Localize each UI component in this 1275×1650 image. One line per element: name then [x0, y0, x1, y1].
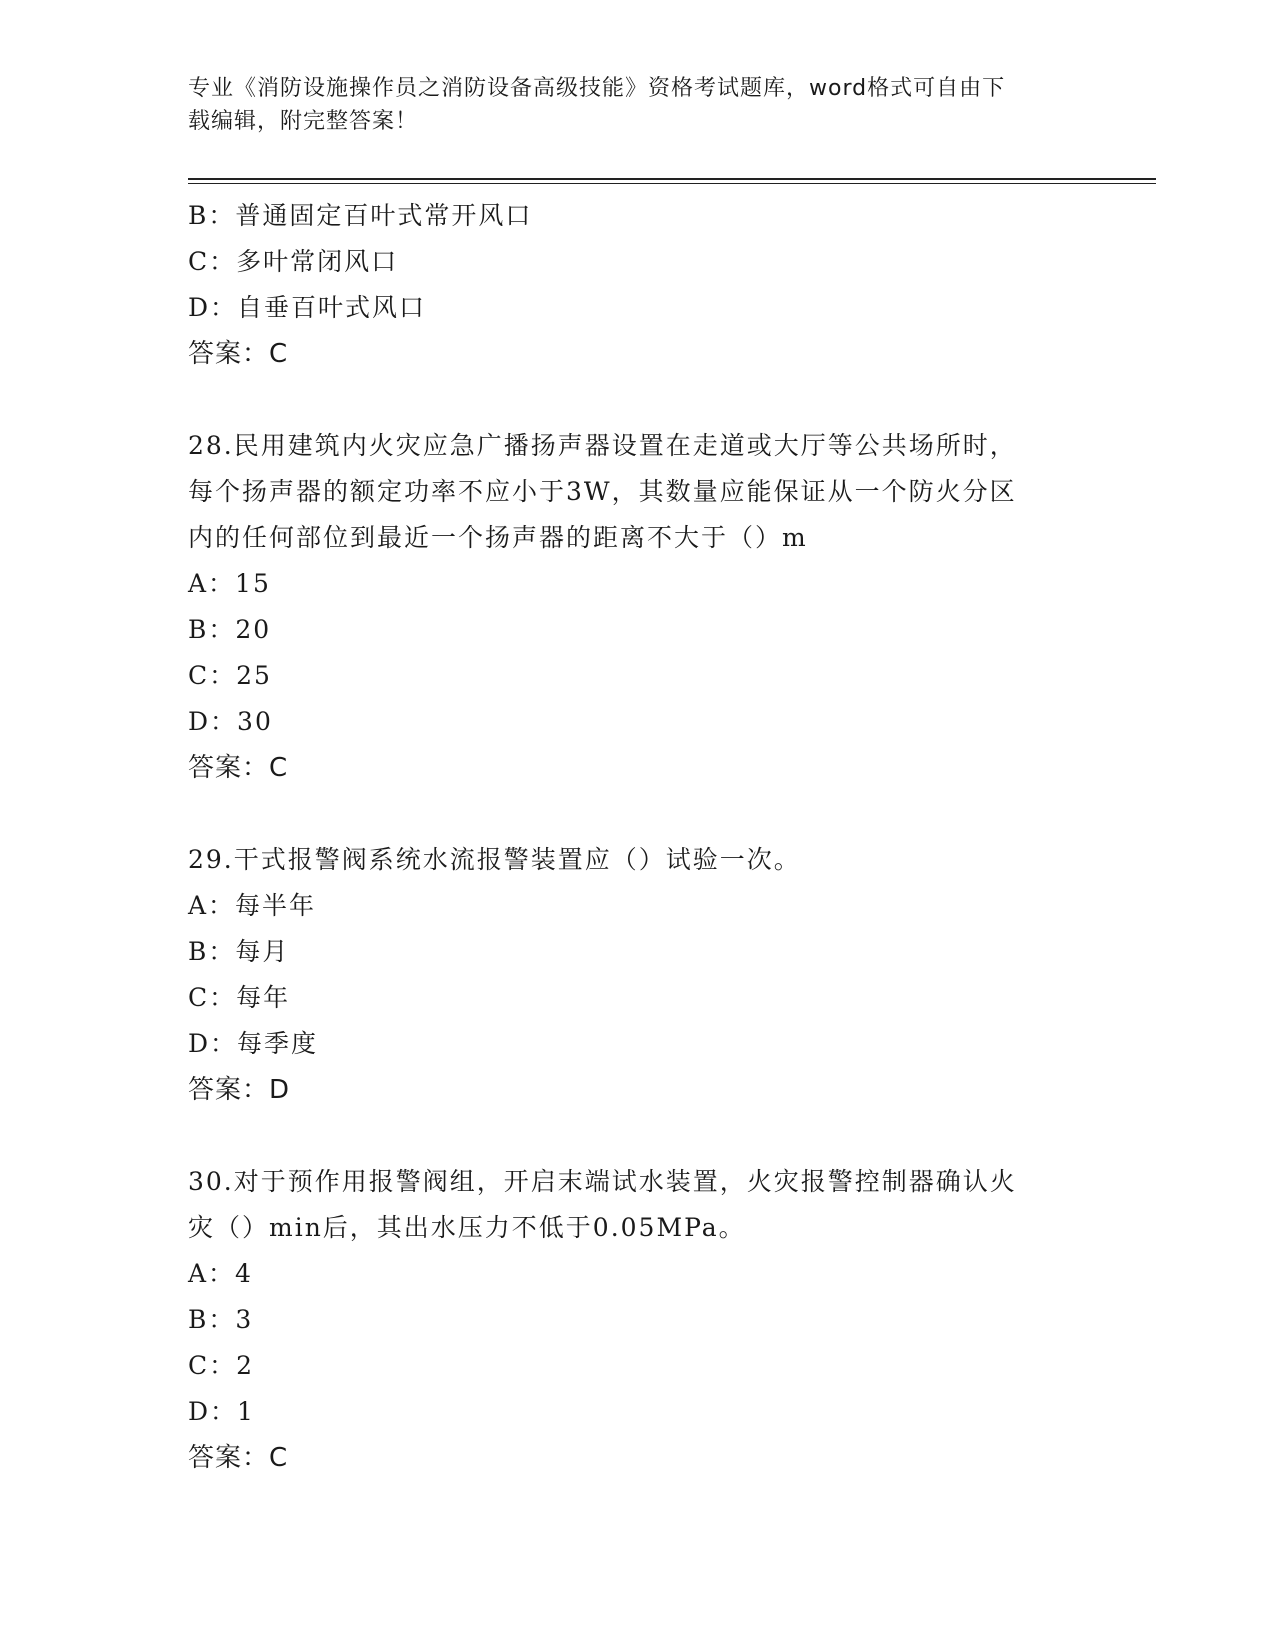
question-text-line: 灾（）min后，其出水压力不低于0.05MPa。: [188, 1213, 746, 1242]
option-d: D：每季度: [188, 1029, 319, 1058]
question-29: [188, 837, 1088, 1113]
answer-line: 答案：C: [188, 1443, 289, 1473]
question-text-line: 30.对于预作用报警阀组，开启末端试水装置，火灾报警控制器确认火: [188, 1167, 1017, 1196]
question-list: [188, 193, 1088, 1481]
header-divider-thin: [188, 183, 1156, 184]
spacer: [188, 1113, 1088, 1159]
header-line-1: 专业《消防设施操作员之消防设备高级技能》资格考试题库，word格式可自由下: [188, 76, 1006, 101]
option-d: D：自垂百叶式风口: [188, 293, 427, 322]
spacer: [188, 791, 1088, 837]
question-text-line: 内的任何部位到最近一个扬声器的距离不大于（）m: [188, 523, 808, 552]
option-c: C：每年: [188, 983, 291, 1012]
answer-line: 答案：D: [188, 1075, 291, 1105]
option-b: B：20: [188, 615, 272, 644]
option-b: B：普通固定百叶式常开风口: [188, 201, 533, 230]
question-text-line: 29.干式报警阀系统水流报警装置应（）试验一次。: [188, 845, 801, 874]
option-b: B：3: [188, 1305, 254, 1334]
document-header: [188, 72, 1068, 138]
question-text-line: 28.民用建筑内火灾应急广播扬声器设置在走道或大厅等公共场所时，: [188, 431, 1017, 460]
option-d: D：30: [188, 707, 273, 736]
option-a: A：4: [188, 1259, 253, 1288]
header-line-2: 载编辑，附完整答案！: [188, 109, 419, 134]
question-28: [188, 423, 1088, 791]
option-d: D：1: [188, 1397, 255, 1426]
question-30: [188, 1159, 1088, 1481]
option-c: C：25: [188, 661, 272, 690]
option-a: A：每半年: [188, 891, 317, 920]
question-27: [188, 193, 1088, 377]
option-c: C：2: [188, 1351, 255, 1380]
option-a: A：15: [188, 569, 271, 598]
option-c: C：多叶常闭风口: [188, 247, 399, 276]
header-divider: [188, 178, 1156, 180]
spacer: [188, 377, 1088, 423]
answer-line: 答案：C: [188, 753, 289, 783]
option-b: B：每月: [188, 937, 290, 966]
question-text-line: 每个扬声器的额定功率不应小于3W，其数量应能保证从一个防火分区: [188, 477, 1017, 506]
answer-line: 答案：C: [188, 339, 289, 369]
